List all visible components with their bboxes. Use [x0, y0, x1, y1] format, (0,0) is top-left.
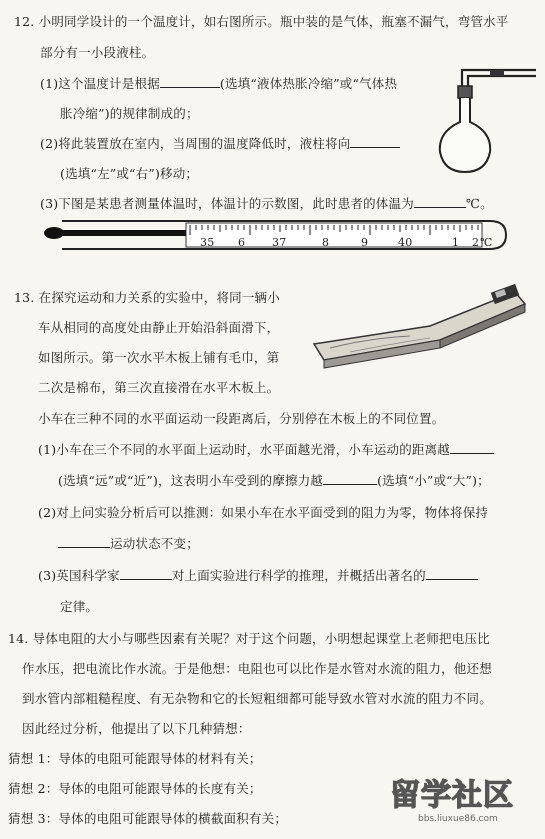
q12-sub3: [40, 194, 493, 212]
q13-sub1-option: (选填“远”或“近”)，这表明小车受到的摩擦力越: [58, 473, 324, 488]
q13-blank4[interactable]: [120, 568, 172, 580]
q12-blank3[interactable]: [414, 196, 466, 208]
q13-stem-line5: 小车在三种不同的水平面运动一段距离后，分别停在木板上的不同位置。: [38, 411, 445, 426]
q13-sub3-cont: 定律。: [60, 599, 99, 614]
q12-blank2[interactable]: [350, 136, 400, 148]
thermo-label-38: 8: [322, 236, 330, 249]
q12-blank1[interactable]: [160, 76, 220, 88]
q13-sub3-mid: 对上面实验进行科学的推理，并概括出著名的: [171, 568, 426, 583]
q14-stem-line3: 到水管内部粗糙程度、有无杂物和它的长短粗细都可能导致水管对水流的阻力不同。: [22, 691, 492, 706]
watermark-logo: [390, 770, 514, 814]
watermark-url: bbs.liuxue86.com: [418, 814, 498, 824]
q13-sub2: (2)对上问实验分析后可以推测：如果小车在水平面受到的阻力为零，物体将保持: [38, 505, 489, 520]
clinical-thermometer: [40, 213, 510, 255]
q12-stem-line1: 12. 小明同学设计的一个温度计，如右图所示。瓶中装的是气体，瓶塞不漏气，弯管水平: [14, 14, 509, 29]
q12-sub1-cont: 胀冷缩”)的规律制成的；: [60, 106, 199, 121]
thermo-label-35: 35: [200, 236, 215, 249]
thermo-label-39: 9: [361, 236, 369, 249]
q14-guess1: 猜想 1：导体的电阻可能跟导体的材料有关；: [8, 751, 262, 766]
q12-sub1-option: (选填“液体热胀冷缩”或“气体热: [219, 76, 398, 91]
q13-sub3-text: (3)英国科学家: [38, 568, 120, 583]
q13-sub2-tail: 运动状态不变；: [110, 536, 199, 551]
q13-sub3: [38, 566, 478, 584]
q13-sub2-cont: [58, 534, 199, 552]
gas-thermometer-flask-figure: [430, 60, 540, 175]
thermo-label-36: 6: [238, 236, 246, 249]
q12-stem-line2: 部分有一小段液柱。: [40, 45, 155, 60]
q12-sub2-cont: (选填“左”或“右”)移动；: [60, 166, 199, 181]
q13-sub1-option2: (选填“小”或“大”)；: [377, 473, 490, 488]
q13-sub1-cont: [58, 471, 490, 489]
thermo-label-unit: ℃: [480, 236, 493, 249]
q13-stem-line3: 如图所示。第一次水平木板上铺有毛巾，第: [38, 350, 280, 365]
q13-blank1[interactable]: [450, 442, 494, 454]
q14-stem-line4: 因此经过分析，他提出了以下几种猜想：: [22, 721, 251, 736]
q14-stem-line2: 作水压，把电流比作水流。于是他想：电阻也可以比作是水管对水流的阻力，他还想: [22, 661, 492, 676]
q12-sub3-text: (3)下图是某患者测量体温时，体温计的示数图，此时患者的体温为: [40, 196, 414, 211]
thermo-label-37: 37: [272, 236, 287, 249]
q13-blank3[interactable]: [58, 536, 110, 548]
watermark-text: 留学社区: [390, 778, 514, 813]
thermo-label-40: 40: [398, 236, 413, 249]
q13-sub1-text: (1)小车在三个不同的水平面上运动时，水平面越光滑，小车运动的距离越: [38, 442, 451, 457]
q13-stem-line4: 二次是棉布，第三次直接滑在水平木板上。: [38, 380, 280, 395]
q12-sub1: [40, 74, 397, 92]
q13-sub1: [38, 440, 494, 458]
q13-blank2[interactable]: [323, 473, 377, 485]
q14-guess3: 猜想 3：导体的电阻可能跟导体的横截面积有关；: [8, 811, 288, 826]
q14-stem-line1: 14. 导体电阻的大小与哪些因素有关呢？对于这个问题，小明想起课堂上老师把电压比: [8, 631, 490, 646]
q12-sub3-unit: ℃。: [465, 196, 493, 211]
q12-sub2: [40, 134, 400, 152]
thermo-label-42: 2: [472, 236, 480, 249]
q13-blank5[interactable]: [426, 568, 478, 580]
incline-cart-figure: [310, 282, 535, 382]
q13-stem-line2: 车从相同的高度处由静止开始沿斜面滑下，: [38, 320, 280, 335]
q12-sub1-text: (1)这个温度计是根据: [40, 76, 160, 91]
thermo-label-41: 1: [452, 236, 460, 249]
q14-guess2: 猜想 2：导体的电阻可能跟导体的长度有关；: [8, 781, 262, 796]
q13-stem-line1: 13. 在探究运动和力关系的实验中，将同一辆小: [14, 290, 280, 305]
q12-sub2-text: (2)将此装置放在室内，当周围的温度降低时，液柱将向: [40, 136, 351, 151]
